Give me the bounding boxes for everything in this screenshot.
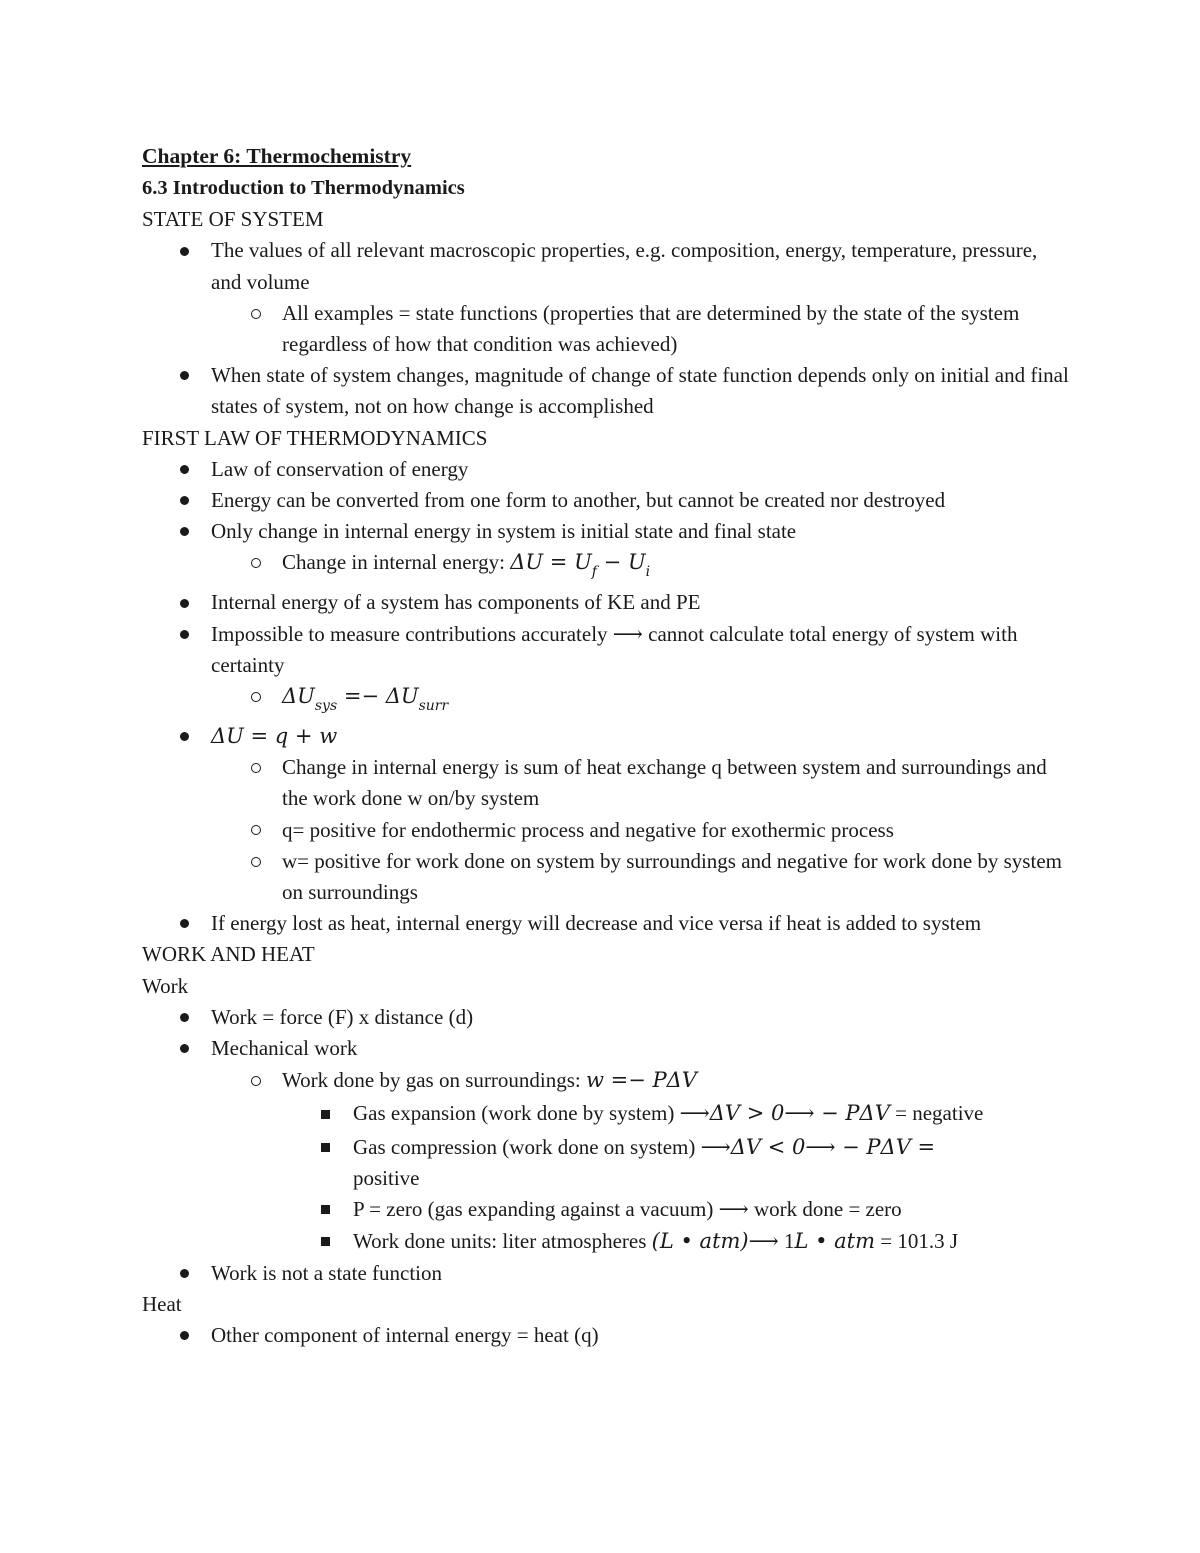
list-item: P = zero (gas expanding against a vacuum) ⟶ work done = zero (142, 1194, 1072, 1225)
bullet-circle-icon (248, 846, 264, 877)
list-item: When state of system changes, magnitude of change of state function depends only on initial and final states of system, not on how change is accomplished (142, 360, 1072, 422)
internal-energy-equation: $\Delta U = U_f - U_i$ (510, 550, 651, 581)
bullet-square-icon (317, 1194, 333, 1225)
state-of-system-heading: STATE OF SYSTEM (142, 207, 324, 232)
chapter-title: Chapter 6: Thermochemistry (142, 144, 412, 168)
list-item: Impossible to measure contributions accurately ⟶ cannot calculate total energy of system with certainty (142, 619, 1072, 681)
heat-label: Heat (142, 1291, 182, 1316)
bullet-dot-icon (176, 516, 192, 547)
list-item: Change in internal energy is sum of heat exchange q between system and surroundings and the work done w on/by system (142, 752, 1072, 814)
bullet-circle-icon (248, 752, 264, 783)
bullet-circle-icon (248, 1065, 264, 1096)
first-law-equation: ΔU = q + w (211, 724, 338, 749)
list-item (142, 681, 1072, 721)
first-law-heading: FIRST LAW OF THERMODYNAMICS (142, 425, 488, 450)
work-list (142, 1002, 1072, 1289)
bullet-circle-icon (248, 298, 264, 329)
list-item: Only change in internal energy in system is initial state and final state (142, 516, 1072, 547)
section-subtitle: 6.3 Introduction to Thermodynamics (142, 177, 465, 199)
system-surroundings-equation: $\Delta U_{sys} =- \Delta U_{surr}$ (282, 684, 449, 715)
expansion-equation: ΔV > 0⟶ − PΔV (709, 1101, 890, 1126)
state-of-system-list (142, 235, 1072, 422)
heat-list (142, 1320, 1072, 1351)
list-item: Gas compression (work done on system) ⟶ΔV < 0⟶ − PΔV = positive (142, 1132, 1072, 1194)
bullet-dot-icon (176, 587, 192, 618)
bullet-dot-icon (176, 1258, 192, 1289)
bullet-dot-icon (176, 1002, 192, 1033)
list-item: w= positive for work done on system by surroundings and negative for work done by system on surroundings (142, 846, 1072, 908)
gas-work-equation: w =− PΔV (585, 1068, 697, 1093)
units-equation: (L • atm) (651, 1229, 749, 1254)
list-item (142, 721, 1072, 752)
list-item: Mechanical work (142, 1033, 1072, 1064)
bullet-square-icon (317, 1098, 333, 1129)
list-item: Work is not a state function (142, 1258, 1072, 1289)
bullet-square-icon (317, 1226, 333, 1257)
work-label: Work (142, 973, 189, 998)
bullet-dot-icon (176, 908, 192, 939)
bullet-dot-icon (176, 619, 192, 650)
bullet-dot-icon (176, 235, 192, 266)
list-item: Gas expansion (work done by system) ⟶ΔV > 0⟶ − PΔV = negative (142, 1098, 1072, 1129)
work-and-heat-heading: WORK AND HEAT (142, 942, 315, 967)
bullet-dot-icon (176, 721, 192, 752)
first-law-list (142, 454, 1072, 940)
bullet-dot-icon (176, 485, 192, 516)
bullet-circle-icon (248, 681, 264, 712)
list-item: Internal energy of a system has components of KE and PE (142, 587, 1072, 618)
bullet-dot-icon (176, 1320, 192, 1351)
list-item: The values of all relevant macroscopic properties, e.g. composition, energy, temperature, pressure, and volume (142, 235, 1072, 297)
bullet-square-icon (317, 1132, 333, 1163)
list-item: q= positive for endothermic process and negative for exothermic process (142, 815, 1072, 846)
list-item: Energy can be converted from one form to another, but cannot be created nor destroyed (142, 485, 1072, 516)
list-item: Law of conservation of energy (142, 454, 1072, 485)
bullet-dot-icon (176, 454, 192, 485)
list-item: If energy lost as heat, internal energy will decrease and vice versa if heat is added to system (142, 908, 1072, 939)
list-item: All examples = state functions (properties that are determined by the state of the system regardless of how that condition was achieved) (142, 298, 1072, 360)
compression-equation: ΔV < 0⟶ − PΔV = (730, 1134, 936, 1159)
list-item: Work done by gas on surroundings: w =− PΔV (142, 1065, 1072, 1096)
bullet-dot-icon (176, 360, 192, 391)
list-item: Other component of internal energy = heat (q) (142, 1320, 1072, 1351)
bullet-circle-icon (248, 547, 264, 578)
bullet-dot-icon (176, 1033, 192, 1064)
list-item: Change in internal energy: $\Delta U = U_f - U_i$ (142, 547, 1072, 587)
bullet-circle-icon (248, 815, 264, 846)
list-item: Work done units: liter atmospheres (L • atm)⟶ 1L • atm = 101.3 J (142, 1226, 1072, 1257)
document-page (142, 140, 1072, 1351)
units-equation-2: L • atm (794, 1229, 876, 1254)
list-item: Work = force (F) x distance (d) (142, 1002, 1072, 1033)
